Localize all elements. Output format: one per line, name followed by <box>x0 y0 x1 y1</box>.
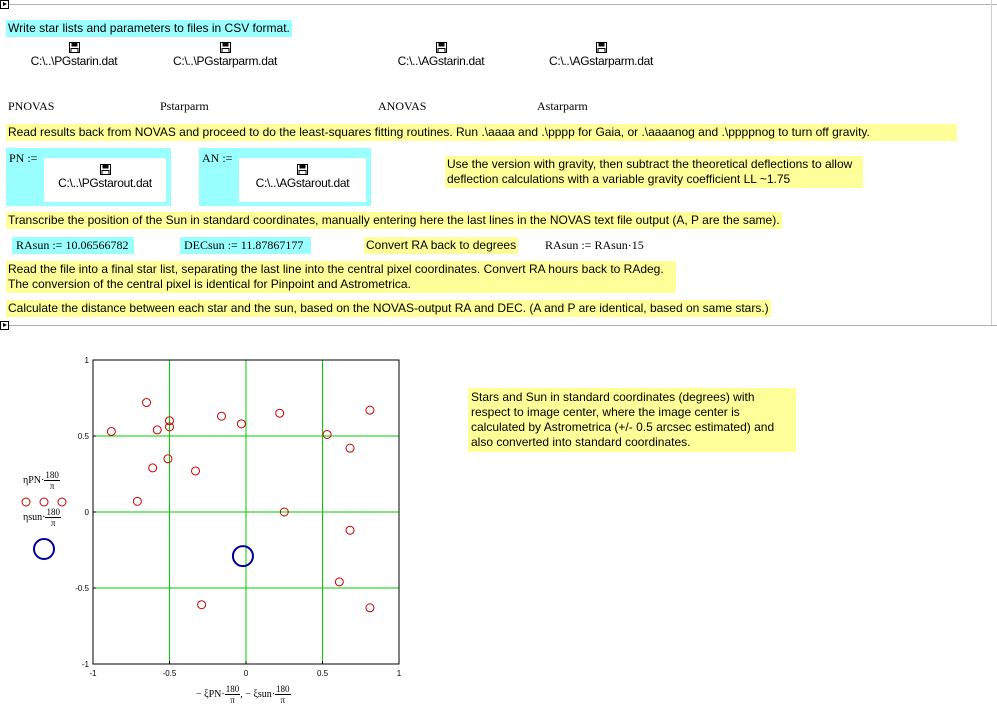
an-assign-panel[interactable] <box>199 148 371 206</box>
y-legend-pn-den: π <box>49 481 55 491</box>
y-tick-label: 0 <box>84 508 89 517</box>
star-point <box>133 497 141 505</box>
star-point <box>323 430 331 438</box>
write-heading: Write star lists and parameters to files in CSV format. <box>8 21 290 35</box>
y-tick-label: 0.5 <box>77 432 89 441</box>
star-point <box>198 601 206 609</box>
decsun-definition[interactable]: DECsun := 11.87867177 <box>180 237 311 254</box>
star-point <box>107 427 115 435</box>
file-ag-starin[interactable] <box>389 42 493 68</box>
x-tick-label: 0.5 <box>316 669 329 678</box>
y-legend-sun-label: ηsun· <box>23 512 46 523</box>
x-legend-sun-den: π <box>280 695 286 705</box>
region-plot-border <box>9 325 997 326</box>
floppy-disk-icon <box>100 164 111 175</box>
pn-file-box[interactable] <box>44 158 166 202</box>
star-point <box>149 464 157 472</box>
star-point <box>164 455 172 463</box>
read-results-note: Read results back from NOVAS and proceed to do the least-squares fitting routines. Run .\aaaa and .\pppp for Gaia, or .\aaaanog and .\ppppnog to turn off gravity. <box>6 124 957 141</box>
star-point <box>192 467 200 475</box>
file-pg-starin[interactable] <box>22 42 126 68</box>
read-file-note: Read the file into a final star list, separating the last line into the central pixel coordinates. Convert RA hours back to RAdeg. The conversion of the central pixel is identical for Pinpoint and Astrometrica. <box>6 261 676 293</box>
transcribe-note: Transcribe the position of the Sun in standard coordinates, manually entering here the last lines in the NOVAS text file output (A, P are the same). <box>8 213 780 227</box>
x-legend-pn-num: 180 <box>225 684 240 694</box>
x-tick-label: 1 <box>396 669 402 678</box>
x-legend <box>196 684 291 705</box>
star-point <box>366 604 374 612</box>
file-pg-starin-label: C:\..\PGstarin.dat <box>30 54 118 68</box>
file-ag-starout-label: C:\..\AGstarout.dat <box>255 176 350 190</box>
sun-point <box>233 546 253 566</box>
file-pg-starparm-label: C:\..\PGstarparm.dat <box>172 54 278 68</box>
page-right-border <box>991 0 992 325</box>
x-legend-sun-label: , − ξsun· <box>240 689 276 700</box>
rasun-convert[interactable]: RAsun := RAsun·15 <box>545 238 644 252</box>
var-pstarparm[interactable]: Pstarparm <box>160 99 209 113</box>
gravity-note: Use the version with gravity, then subtract the theoretical deflections to allow deflection calculations with a variable gravity coefficient LL ~1.75 <box>445 156 863 188</box>
y-legend-pn <box>23 470 60 491</box>
y-tick-label: 1 <box>84 356 89 365</box>
an-assign-label: AN := <box>202 151 233 165</box>
star-point <box>276 409 284 417</box>
y-legend-sun-den: π <box>50 518 56 528</box>
legend-marker-sun <box>30 535 58 563</box>
star-point <box>335 578 343 586</box>
y-legend-pn-num: 180 <box>45 470 59 480</box>
star-point <box>346 444 354 452</box>
x-tick-label: -1 <box>89 669 97 678</box>
floppy-disk-icon <box>297 164 308 175</box>
file-pg-starout-label: C:\..\PGstarout.dat <box>58 176 152 190</box>
plot-note: Stars and Sun in standard coordinates (degrees) with respect to image center, where the image center is calculated by Astrometrica (+/- 0.5 arcsec estimated) and also converted into standard coordinates. <box>468 388 796 452</box>
y-tick-label: -1 <box>81 660 89 669</box>
star-point <box>366 406 374 414</box>
region-collapse-arrow-top[interactable] <box>0 0 9 9</box>
scatter-plot[interactable] <box>0 330 420 720</box>
star-point <box>237 420 245 428</box>
pn-assign-panel[interactable] <box>6 148 171 206</box>
floppy-disk-icon <box>69 42 80 53</box>
convert-note: Convert RA back to degrees <box>366 238 517 252</box>
var-pnovas[interactable]: PNOVAS <box>8 99 55 113</box>
floppy-disk-icon <box>596 42 607 53</box>
x-legend-pn-den: π <box>230 695 235 705</box>
file-ag-starin-label: C:\..\AGstarin.dat <box>397 54 485 68</box>
file-ag-starparm[interactable] <box>544 42 658 68</box>
y-legend-sun <box>23 507 61 528</box>
x-legend-pn-label: − ξPN· <box>196 689 225 700</box>
var-astarparm[interactable]: Astarparm <box>537 99 588 113</box>
file-pg-starout[interactable] <box>44 164 166 190</box>
x-legend-sun-num: 180 <box>276 684 290 694</box>
file-pg-starparm[interactable] <box>168 42 282 68</box>
plot-marks <box>107 399 374 612</box>
floppy-disk-icon <box>220 42 231 53</box>
y-legend-sun-num: 180 <box>46 507 60 517</box>
floppy-disk-icon <box>436 42 447 53</box>
an-file-box[interactable] <box>239 158 366 202</box>
star-point <box>346 526 354 534</box>
x-tick-label: -0.5 <box>162 669 177 678</box>
star-point <box>218 412 226 420</box>
rasun-definition[interactable]: RAsun := 10.06566782 <box>12 237 134 254</box>
x-tick-label: 0 <box>243 669 249 678</box>
y-legend-pn-label: ηPN· <box>23 475 45 486</box>
region-collapse-arrow-plot[interactable] <box>0 321 9 330</box>
y-tick-label: -0.5 <box>75 584 89 593</box>
star-point <box>143 399 151 407</box>
region-top-border <box>9 4 997 5</box>
star-point <box>153 426 161 434</box>
file-ag-starout[interactable] <box>239 164 366 190</box>
file-ag-starparm-label: C:\..\AGstarparm.dat <box>548 54 654 68</box>
var-anovas[interactable]: ANOVAS <box>378 99 427 113</box>
pn-assign-label: PN := <box>9 151 38 165</box>
distance-note: Calculate the distance between each star and the sun, based on the NOVAS-output RA and DEC. (A and P are identical, based on same stars.) <box>8 301 769 315</box>
plot-grid <box>93 360 399 664</box>
